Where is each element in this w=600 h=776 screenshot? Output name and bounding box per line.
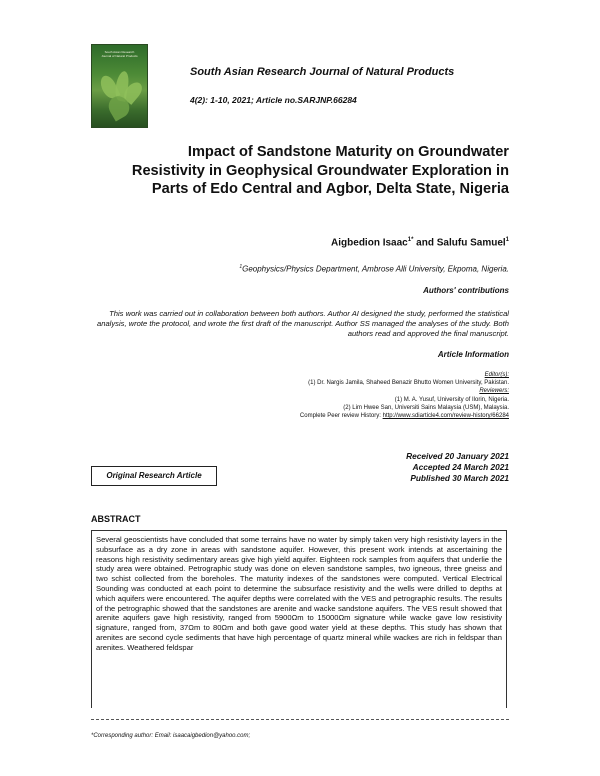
paper-title: Impact of Sandstone Maturity on Groundwater Resistivity in Geophysical Groundwater Exploration in Parts of Edo Central and Agbor, Delta State, Nigeria	[131, 144, 509, 197]
publication-dates	[406, 451, 509, 484]
abstract-box	[91, 530, 507, 708]
affiliation-mark: 1	[239, 264, 243, 270]
article-info-block	[300, 371, 509, 420]
accepted-date: Accepted 24 March 2021	[412, 462, 509, 472]
published-date: Published 30 March 2021	[410, 473, 509, 483]
article-type-box: Original Research Article	[91, 466, 217, 486]
article-info-heading: Article Information	[437, 350, 509, 359]
review-history-link[interactable]: http://www.sdiarticle4.com/review-history/66284	[382, 413, 509, 420]
received-date: Received 20 January 2021	[406, 451, 509, 461]
volume-info: 4(2): 1-10, 2021; Article no.SARJNP.66284	[190, 95, 357, 105]
author-affil-mark: 1	[505, 237, 509, 243]
corresponding-author-footnote: *Corresponding author: Email: isaacaigbedion@yahoo.com;	[91, 733, 251, 739]
contributions-heading: Authors' contributions	[423, 286, 509, 295]
editor-entry: (1) Dr. Nargis Jamila, Shaheed Benazir Bhutto Women University, Pakistan.	[308, 380, 509, 387]
reviewer-entry: (2) Lim Hwee San, Universiti Sains Malaysia (USM), Malaysia.	[343, 404, 509, 411]
abstract-text: Several geoscientists have concluded that some terrains have no water by simply taken very high resistivity layers in the subsurface as a dry zone in areas with sandstone aquifer. However, this present work intends at ascertaining the reasons high resistivity sedimentary areas give high yield aquifer. Eighteen rock samples from aquifers that underlie the study area were obtained. Petrographic study was done on eleven sandstone samples, two igneous, three gneiss and two schist collected from the boreholes. The maturity indexes of the sandstones were computed. Vertical Electrical Sounding was conducted at each point to determine the subsurface resistivity and the wells were drilled to depths at which aquifers were encountered. The aquifer depths were correlated with the VES and petrographic results. The results of the petrographic showed that the sandstones are arenite and wacke sandstone aquifers. The VES result showed that arenite aquifers gave high resistivity, ranged from 5900Ωm to 15000Ωm signature while wacke gave low resistivity signature, ranged from, 37Ωm to 80Ωm and both gave good water yield at these depths. This study has shown that arenites are second cycle sediments that have high percentage of quartz mineral while wackes are rich in feldspar than arenites. Weathered feldspar	[96, 535, 502, 652]
reviewer-entry: (1) M. A. Yusuf, University of Ilorin, Nigeria.	[394, 396, 509, 403]
footnote-divider	[91, 719, 509, 720]
author-list	[331, 237, 509, 248]
author-name: Aigbedion Isaac	[331, 237, 408, 249]
editor-label: Editor(s):	[484, 372, 509, 378]
reviewers-label: Reviewers:	[479, 388, 509, 395]
contributions-text: This work was carried out in collaboration between both authors. Author AI designed the study, performed the statistical analysis, wrote the protocol, and wrote the first draft of the manuscript. Author SS managed the analyses of the study. Both authors read and approved the final manuscript.	[97, 309, 509, 338]
author-name: Salufu Samuel	[436, 237, 506, 249]
abstract-heading: ABSTRACT	[91, 514, 141, 524]
journal-cover-image	[91, 44, 148, 128]
affiliation	[239, 264, 509, 274]
review-history	[300, 412, 509, 420]
cover-title: South Asian Research Journal of Natural Products	[101, 50, 138, 58]
author-affil-mark: 1*	[407, 237, 414, 243]
affiliation-text: Geophysics/Physics Department, Ambrose Alli University, Ekpoma, Nigeria.	[242, 264, 509, 274]
review-history-label: Complete Peer review History:	[299, 413, 383, 420]
journal-name: South Asian Research Journal of Natural Products	[190, 66, 455, 78]
author-connector: and	[413, 237, 437, 249]
